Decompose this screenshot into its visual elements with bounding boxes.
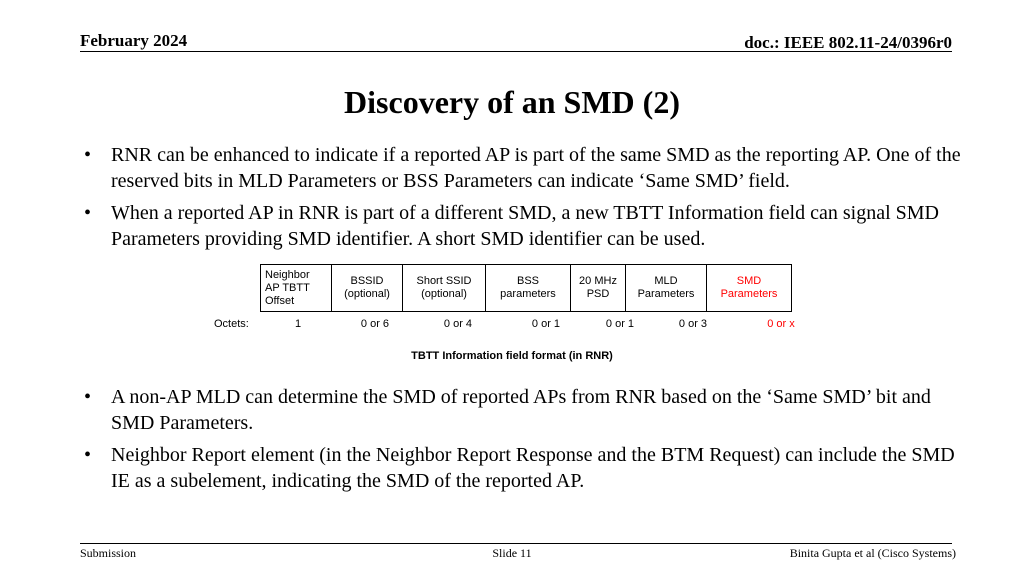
table-caption: TBTT Information field format (in RNR) (411, 350, 613, 362)
octet-value: 0 or 1 (531, 318, 561, 330)
footer-submission: Submission (80, 546, 137, 560)
bullet-icon: • (84, 144, 92, 166)
bullet-list-bottom (84, 384, 964, 500)
field-bss-parameters: BSS parameters (486, 265, 571, 312)
header-doc-id: doc.: IEEE 802.11-24/0396r0 (744, 33, 952, 52)
header-divider (80, 51, 952, 52)
field-neighbor-ap-tbtt-offset: Neighbor AP TBTT Offset (261, 265, 332, 312)
bullet-icon: • (84, 386, 92, 408)
octet-value-smd: 0 or x (767, 318, 795, 330)
field-mld-parameters: MLD Parameters (626, 265, 707, 312)
bullet-text: A non-AP MLD can determine the SMD of reported APs from RNR based on the ‘Same SMD’ bit and SMD Parameters. (111, 386, 931, 434)
bullet-list-top (84, 142, 964, 258)
octets-label: Octets: (214, 318, 249, 330)
field-short-ssid: Short SSID (optional) (403, 265, 486, 312)
footer-slide-number: Slide 11 (492, 546, 532, 560)
bullet-icon: • (84, 202, 92, 224)
octet-value: 0 or 3 (678, 318, 708, 330)
bullet-item (84, 384, 964, 436)
field-20mhz-psd: 20 MHz PSD (571, 265, 626, 312)
field-smd-parameters: SMD Parameters (707, 265, 792, 312)
octet-value: 1 (294, 318, 302, 330)
bullet-item (84, 142, 964, 194)
footer-authors: Binita Gupta et al (Cisco Systems) (789, 546, 956, 560)
table-row (261, 265, 792, 312)
bullet-item (84, 200, 964, 252)
header-date: February 2024 (80, 31, 188, 50)
bullet-icon: • (84, 444, 92, 466)
bullet-text: When a reported AP in RNR is part of a different SMD, a new TBTT Information field can signal SMD Parameters providing SMD identifier. A short SMD identifier can be used. (111, 202, 939, 250)
bullet-text: RNR can be enhanced to indicate if a reported AP is part of the same SMD as the reporting AP. One of the reserved bits in MLD Parameters or BSS Parameters can indicate ‘Same SMD’ field. (111, 144, 961, 192)
bullet-text: Neighbor Report element (in the Neighbor Report Response and the BTM Request) can include the SMD IE as a subelement, indicating the SMD of the reported AP. (111, 444, 955, 492)
footer-divider (80, 543, 952, 544)
slide-title: Discovery of an SMD (2) (344, 84, 680, 120)
field-bssid: BSSID (optional) (332, 265, 403, 312)
octet-value: 0 or 4 (443, 318, 473, 330)
bullet-item (84, 442, 964, 494)
octet-value: 0 or 1 (605, 318, 635, 330)
octet-value: 0 or 6 (360, 318, 390, 330)
tbtt-info-field-table (260, 264, 792, 312)
